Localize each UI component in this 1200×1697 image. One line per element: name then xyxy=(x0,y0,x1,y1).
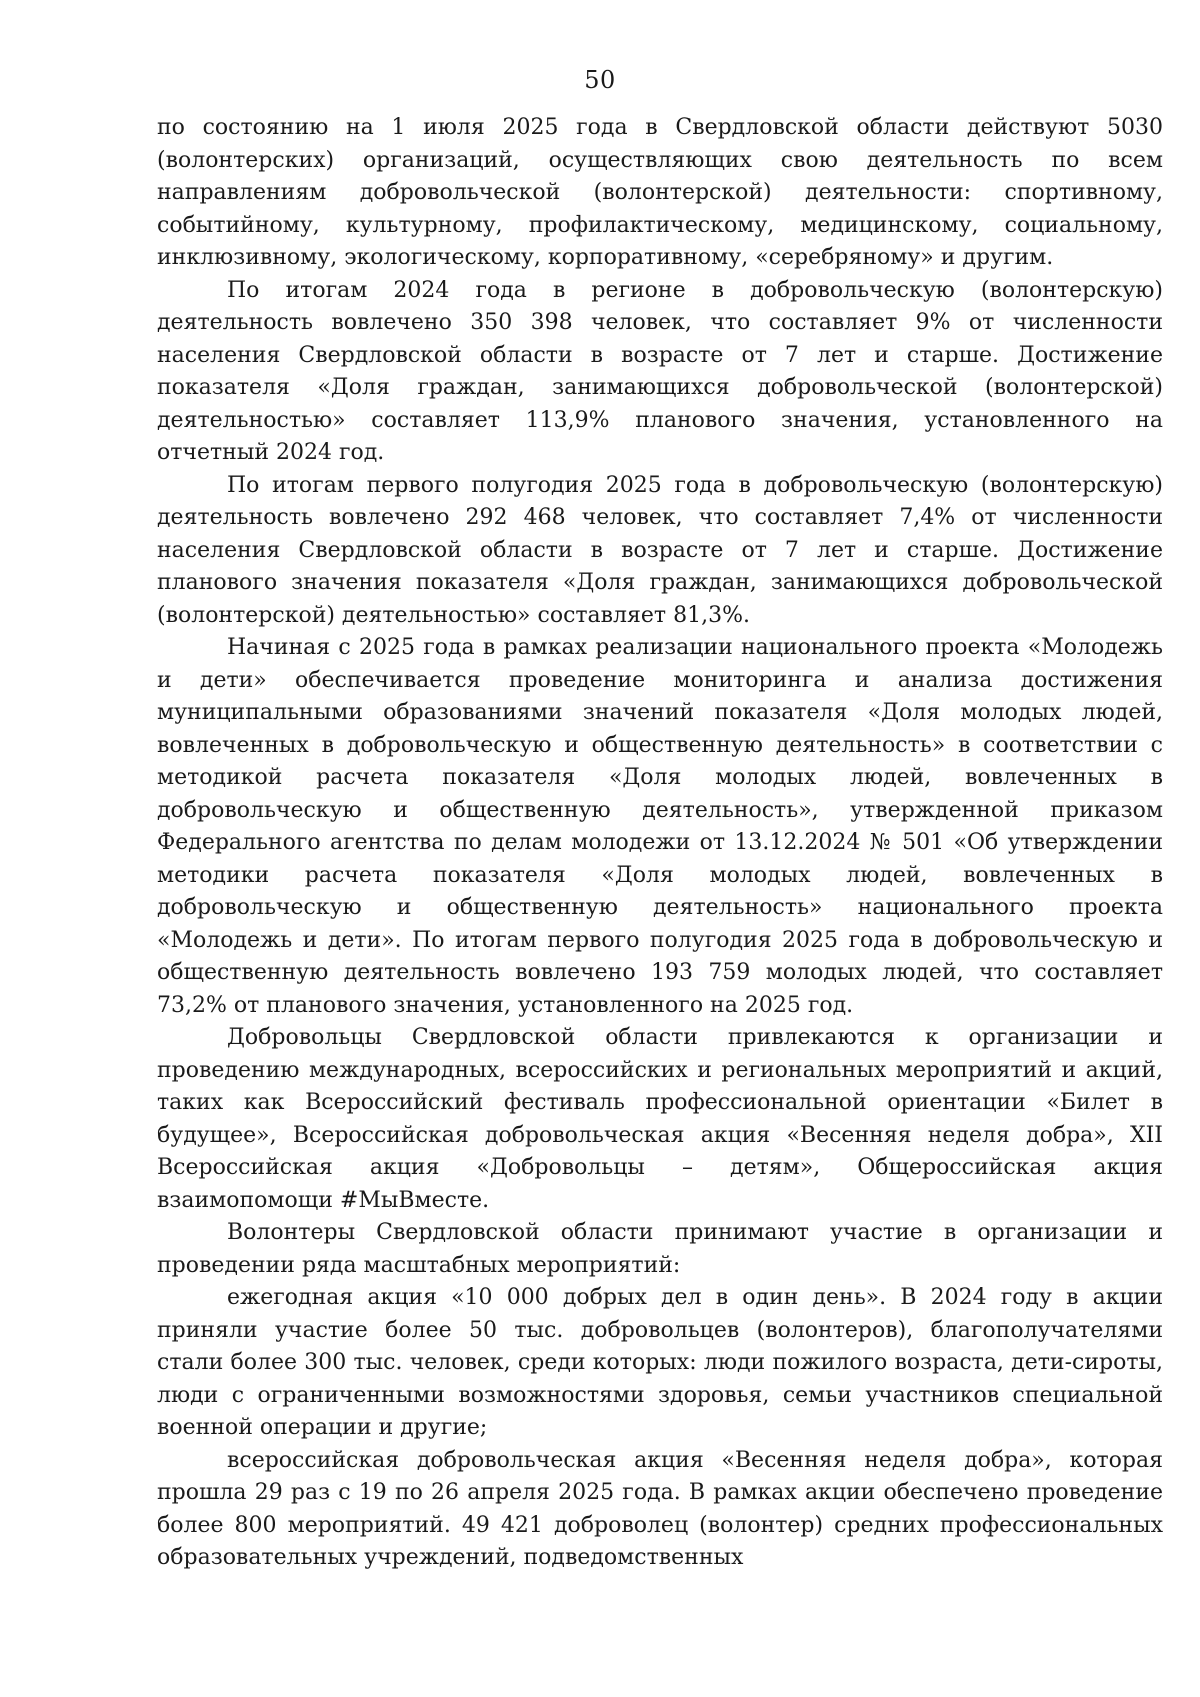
paragraph-volunteer-organizations: по состоянию на 1 июля 2025 года в Свердловской области действуют 5030 (волонтерских) организаций, осуществляющих свою деятельность по всем направлениям добровольческой (волонтерской) деятельности: спортивному, событийному, культурному, профилактическому, медицинскому, социальному, инклюзивному, экологическому, корпоративному, «серебряному» и другим. xyxy=(157,115,1163,270)
page-number: 50 xyxy=(584,66,616,94)
paragraph-results-2024: По итогам 2024 года в регионе в добровольческую (волонтерскую) деятельность вовлечено 350 398 человек, что составляет 9% от численности населения Свердловской области в возрасте от 7 лет и старше. Достижение показателя «Доля граждан, занимающихся добровольческой (волонтерской) деятельностью» составляет 113,9% планового значения, установленного на отчетный 2024 год. xyxy=(157,277,1163,465)
paragraph-results-half-2025: По итогам первого полугодия 2025 года в добровольческую (волонтерскую) деятельность вовлечено 292 468 человек, что составляет 7,4% от численности населения Свердловской области в возрасте от 7 лет и старше. Достижение планового значения показателя «Доля граждан, занимающихся добровольческой (волонтерской) деятельностью» составляет 81,3%. xyxy=(157,472,1163,628)
paragraph-large-events-intro: Волонтеры Свердловской области принимают участие в организации и проведении ряда масштабных мероприятий: xyxy=(157,1220,1163,1278)
paragraph-10000-good-deeds: ежегодная акция «10 000 добрых дел в один день». В 2024 году в акции приняли участие более 50 тыс. добровольцев (волонтеров), благополучателями стали более 300 тыс. человек, среди которых: люди пожилого возраста, дети-сироты, люди с ограниченными возможностями здоровья, семьи участников специальной военной операции и другие; xyxy=(157,1285,1163,1440)
paragraph-spring-week-of-kindness: всероссийская добровольческая акция «Весенняя неделя добра», которая прошла 29 раз с 19 по 26 апреля 2025 года. В рамках акции обеспечено проведение более 800 мероприятий. 49 421 доброволец (волонтер) средних профессиональных образовательных учреждений, подведомственных xyxy=(157,1447,1163,1570)
paragraph-national-project: Начиная с 2025 года в рамках реализации национального проекта «Молодежь и дети» обеспечивается проведение мониторинга и анализа достижения муниципальными образованиями значений показателя «Доля молодых людей, вовлеченных в добровольческую и общественную деятельность» в соответствии с методикой расчета показателя «Доля молодых людей, вовлеченных в добровольческую и общественную деятельность», утвержденной приказом Федерального агентства по делам молодежи от 13.12.2024 № 501 «Об утверждении методики расчета показателя «Доля молодых людей, вовлеченных в добровольческую и общественную деятельность» национального проекта «Молодежь и дети». По итогам первого полугодия 2025 года в добровольческую и общественную деятельность вовлечено 193 759 молодых людей, что составляет 73,2% от планового значения, установленного на 2025 год. xyxy=(157,635,1163,1018)
paragraph-volunteers-events: Добровольцы Свердловской области привлекаются к организации и проведению международных, всероссийских и региональных мероприятий и акций, таких как Всероссийский фестиваль профессиональной ориентации «Билет в будущее», Всероссийская добровольческая акция «Весенняя неделя добра», XII Всероссийская акция «Добровольцы – детям», Общероссийская акция взаимопомощи #МыВместе. xyxy=(157,1025,1163,1213)
document-body xyxy=(157,112,1163,1575)
